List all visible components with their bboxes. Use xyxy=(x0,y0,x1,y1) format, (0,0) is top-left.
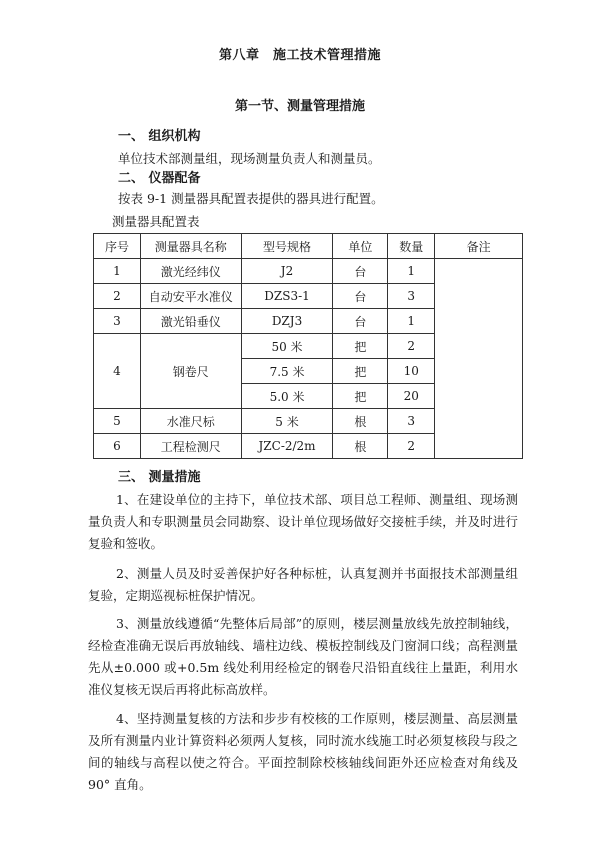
measure-paragraph-2: 2、测量人员及时妥善保护好各种标桩，认真复测并书面报技术部测量组复验，定期巡视标桩保护情况。 xyxy=(88,566,518,603)
header-cell: 序号 xyxy=(94,234,141,259)
cell-no: 4 xyxy=(94,334,141,409)
measure-paragraph-4: 4、坚持测量复核的方法和步步有校核的工作原则，楼层测量、高层测量及所有测量内业计算资料必须两人复核，同时流水线施工时必须复核段与段之间的轴线与高程以使之符合。平面控制除校核轴线间距外还应检查对角线及 90° 直角。 xyxy=(88,711,518,792)
cell-name: 激光铅垂仪 xyxy=(140,309,241,334)
cell-name: 工程检测尺 xyxy=(140,434,241,459)
cell-no: 3 xyxy=(94,309,141,334)
cell-spec: 7.5 米 xyxy=(241,359,333,384)
cell-unit: 把 xyxy=(333,359,388,384)
cell-qty: 3 xyxy=(388,409,435,434)
cell-qty: 3 xyxy=(388,284,435,309)
cell-no: 6 xyxy=(94,434,141,459)
cell-qty: 10 xyxy=(388,359,435,384)
header-cell: 测量器具名称 xyxy=(140,234,241,259)
cell-name: 自动安平水准仪 xyxy=(140,284,241,309)
cell-spec: 50 米 xyxy=(241,334,333,359)
header-cell: 型号规格 xyxy=(241,234,333,259)
header-cell: 备注 xyxy=(435,234,523,259)
cell-unit: 根 xyxy=(333,434,388,459)
cell-unit: 根 xyxy=(333,409,388,434)
cell-unit: 台 xyxy=(333,259,388,284)
header-cell: 单位 xyxy=(333,234,388,259)
cell-unit: 台 xyxy=(333,309,388,334)
cell-name: 钢卷尺 xyxy=(140,334,241,409)
cell-name: 水准尺标 xyxy=(140,409,241,434)
cell-qty: 1 xyxy=(388,259,435,284)
measure-paragraph-1: 1、在建设单位的主持下，单位技术部、项目总工程师、测量组、现场测量负责人和专职测量员会同勘察、设计单位现场做好交接桩手续，并及时进行复验和签收。 xyxy=(88,492,518,551)
cell-name: 激光经纬仪 xyxy=(140,259,241,284)
table-caption: 测量器具配置表 xyxy=(112,214,200,229)
equipment-heading: 二、 仪器配备 xyxy=(118,171,201,186)
cell-spec: 5.0 米 xyxy=(241,384,333,409)
section-title: 第一节、测量管理措施 xyxy=(234,99,365,114)
cell-spec: J2 xyxy=(241,259,333,284)
chapter-title: 第八章 施工技术管理措施 xyxy=(218,48,381,63)
cell-spec: DZJ3 xyxy=(241,309,333,334)
cell-no: 2 xyxy=(94,284,141,309)
cell-no: 1 xyxy=(94,259,141,284)
cell-qty: 2 xyxy=(388,334,435,359)
org-heading: 一、 组织机构 xyxy=(118,129,201,144)
org-text: 单位技术部测量组，现场测量负责人和测量员。 xyxy=(118,151,381,166)
cell-qty: 2 xyxy=(388,434,435,459)
measures-heading: 三、 测量措施 xyxy=(118,470,201,485)
equipment-text: 按表 9-1 测量器具配置表提供的器具进行配置。 xyxy=(118,191,384,206)
cell-spec: DZS3-1 xyxy=(241,284,333,309)
cell-qty: 1 xyxy=(388,309,435,334)
table-row xyxy=(94,259,523,284)
cell-qty: 20 xyxy=(388,384,435,409)
table-header-row xyxy=(94,234,523,259)
instrument-table xyxy=(93,233,523,459)
cell-unit: 台 xyxy=(333,284,388,309)
measure-paragraph-3: 3、测量放线遵循“先整体后局部”的原则，楼层测量放线先放控制轴线，经检查准确无误后再放轴线、墙柱边线、模板控制线及门窗洞口线；高程测量先从±0.000 或+0.5m 线处利用经检定的钢卷尺沿铅直线往上量距，利用水准仪复核无误后再将此标高放样。 xyxy=(88,616,518,697)
cell-remarks xyxy=(435,259,523,459)
cell-unit: 把 xyxy=(333,384,388,409)
cell-spec: JZC-2/2m xyxy=(241,434,333,459)
header-cell: 数量 xyxy=(388,234,435,259)
cell-spec: 5 米 xyxy=(241,409,333,434)
cell-no: 5 xyxy=(94,409,141,434)
cell-unit: 把 xyxy=(333,334,388,359)
